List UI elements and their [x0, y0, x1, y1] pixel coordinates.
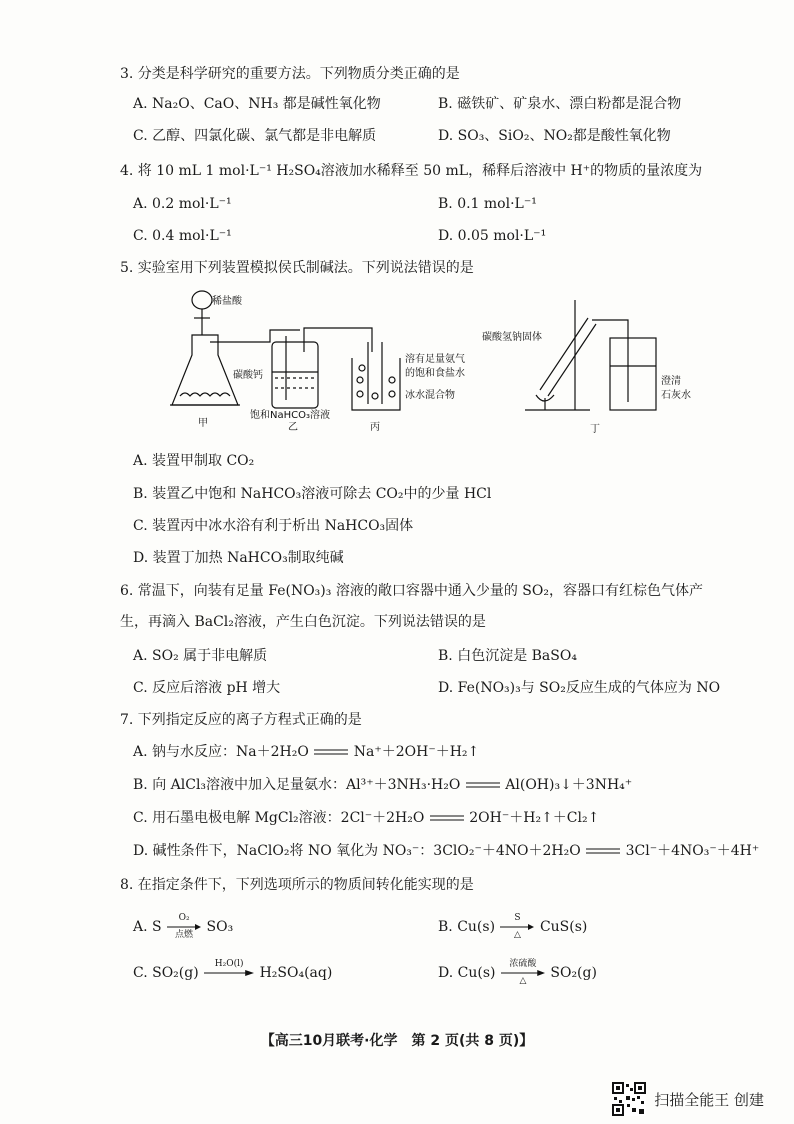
label-bing: 丙	[370, 422, 380, 433]
q6-option-b: B. 白色沉淀是 BaSO₄	[438, 648, 577, 664]
q6-option-d: D. Fe(NO₃)₃与 SO₂反应生成的气体应为 NO	[438, 680, 721, 696]
q4-stem: 4. 将 10 mL 1 mol·L⁻¹ H₂SO₄溶液加水稀释至 50 mL，稀释后溶液中 H⁺的物质的量浓度为	[120, 163, 703, 179]
q3-option-b: B. 磁铁矿、矿泉水、漂白粉都是混合物	[438, 96, 682, 112]
q8-c-arrow	[204, 960, 254, 986]
label-yi: 乙	[288, 422, 298, 433]
q8-d-condition-top: 浓硫酸	[509, 959, 537, 969]
qr-code-icon	[612, 1082, 646, 1116]
q4-option-a: A. 0.2 mol·L⁻¹	[133, 196, 232, 212]
equals-sign-icon	[585, 847, 621, 855]
q8-stem: 8. 在指定条件下，下列选项所示的物质间转化能实现的是	[120, 877, 474, 893]
label-nacl-nh3-1: 溶有足量氨气	[405, 354, 465, 365]
label-nacl-nh3-2: 的饱和食盐水	[405, 368, 465, 379]
q7-c-products: 2OH⁻＋H₂↑＋Cl₂↑	[469, 810, 600, 826]
equals-sign-icon	[429, 814, 465, 822]
q3-option-d: D. SO₃、SiO₂、NO₂都是酸性氧化物	[438, 128, 671, 144]
q3-option-c: C. 乙醇、四氯化碳、氯气都是非电解质	[133, 128, 377, 144]
q8-b-right: CuS(s)	[539, 919, 588, 935]
equals-sign-icon	[465, 781, 501, 789]
q3-stem: 3. 分类是科学研究的重要方法。下列物质分类正确的是	[120, 66, 460, 82]
page-footer: 【高三10月联考·化学 第 2 页(共 8 页)】	[260, 1033, 534, 1049]
q7-stem: 7. 下列指定反应的离子方程式正确的是	[120, 712, 362, 728]
apparatus-ding	[525, 300, 656, 410]
q8-b-left: B. Cu(s)	[438, 919, 496, 935]
q5-option-b: B. 装置乙中饱和 NaHCO₃溶液可除去 CO₂中的少量 HCl	[133, 486, 492, 502]
q8-a-left: A. S	[133, 919, 162, 935]
q4-option-b: B. 0.1 mol·L⁻¹	[438, 196, 537, 212]
q6-option-c: C. 反应后溶液 pH 增大	[133, 680, 281, 696]
q8-c-left: C. SO₂(g)	[133, 965, 199, 981]
equals-sign-icon	[313, 748, 349, 756]
apparatus-bing	[352, 342, 400, 410]
q8-option-d	[438, 960, 597, 986]
q5-option-c: C. 装置丙中冰水浴有利于析出 NaHCO₃固体	[133, 518, 414, 534]
q5-stem: 5. 实验室用下列装置模拟侯氏制碱法。下列说法错误的是	[120, 260, 474, 276]
q8-d-left: D. Cu(s)	[438, 965, 496, 981]
q7-option-a	[133, 742, 479, 762]
q8-a-condition-top: O₂	[178, 913, 190, 923]
q3-option-a: A. Na₂O、CaO、NH₃ 都是碱性氧化物	[133, 96, 381, 112]
q6-stem-line2: 生，再滴入 BaCl₂溶液，产生白色沉淀。下列说法错误的是	[120, 614, 486, 630]
q8-option-a	[133, 914, 233, 940]
q8-a-condition-bottom: 点燃	[175, 930, 194, 940]
apparatus-figure	[120, 280, 720, 440]
label-caco3: 碳酸钙	[233, 370, 263, 381]
q7-b-reactants: B. 向 AlCl₃溶液中加入足量氨水：Al³⁺＋3NH₃·H₂O	[133, 777, 461, 793]
label-dilute-hcl: 稀盐酸	[212, 296, 242, 307]
q7-d-products: 3Cl⁻＋4NO₃⁻＋4H⁺	[625, 843, 760, 859]
label-limewater-1: 澄清	[661, 376, 681, 387]
q8-option-c	[133, 960, 332, 986]
q7-option-d	[133, 841, 759, 861]
scanner-watermark-text: 扫描全能王 创建	[654, 1090, 764, 1109]
q8-c-condition-top: H₂O(l)	[214, 959, 244, 969]
q8-a-arrow	[167, 914, 201, 940]
q7-b-products: Al(OH)₃↓＋3NH₄⁺	[505, 777, 633, 793]
label-limewater-2: 石灰水	[661, 390, 691, 401]
q7-c-reactants: C. 用石墨电极电解 MgCl₂溶液：2Cl⁻＋2H₂O	[133, 810, 425, 826]
q8-c-right: H₂SO₄(aq)	[259, 965, 333, 981]
q7-a-products: Na⁺＋2OH⁻＋H₂↑	[353, 744, 480, 760]
apparatus-jia	[170, 291, 255, 405]
apparatus-yi	[255, 328, 372, 408]
q8-a-right: SO₃	[206, 919, 234, 935]
q8-d-right: SO₂(g)	[550, 965, 597, 981]
q6-option-a: A. SO₂ 属于非电解质	[133, 648, 268, 664]
q8-b-condition-top: S	[514, 913, 521, 923]
q6-stem-line1: 6. 常温下，向装有足量 Fe(NO₃)₃ 溶液的敞口容器中通入少量的 SO₂，容器口有红棕色气体产	[120, 583, 703, 599]
q5-option-d: D. 装置丁加热 NaHCO₃制取纯碱	[133, 550, 344, 566]
q8-d-condition-bottom: △	[519, 976, 527, 986]
q7-a-reactants: A. 钠与水反应：Na＋2H₂O	[133, 744, 309, 760]
q7-option-b	[133, 775, 632, 795]
q8-c-condition-bottom-empty	[228, 977, 231, 986]
label-ding: 丁	[590, 424, 600, 435]
label-sat-nahco3: 饱和NaHCO₃溶液	[250, 410, 330, 421]
q4-option-c: C. 0.4 mol·L⁻¹	[133, 228, 232, 244]
label-jia: 甲	[198, 418, 208, 429]
label-nahco3-solid: 碳酸氢钠固体	[482, 332, 542, 343]
q7-option-c	[133, 808, 599, 828]
scanner-watermark	[612, 1082, 764, 1116]
q7-d-reactants: D. 碱性条件下，NaClO₂将 NO 氧化为 NO₃⁻：3ClO₂⁻＋4NO＋2H₂O	[133, 843, 581, 859]
label-ice-water: 冰水混合物	[405, 390, 455, 401]
q8-b-condition-bottom: △	[514, 930, 521, 940]
q8-option-b	[438, 914, 587, 940]
q8-d-arrow	[501, 960, 545, 986]
q8-b-arrow	[500, 914, 534, 940]
q4-option-d: D. 0.05 mol·L⁻¹	[438, 228, 547, 244]
q5-option-a: A. 装置甲制取 CO₂	[133, 453, 255, 469]
